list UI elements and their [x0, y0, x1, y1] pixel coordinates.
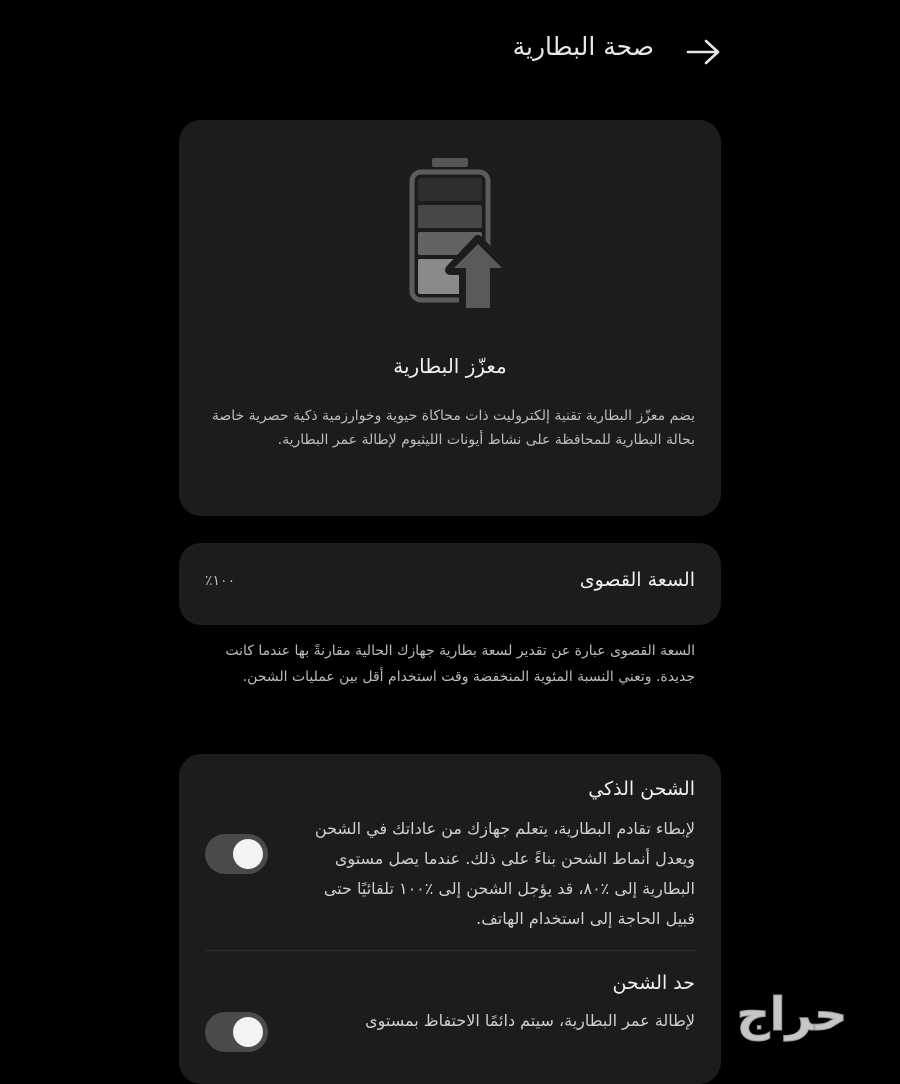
header [0, 0, 900, 100]
battery-booster-title: معزّز البطارية [393, 354, 507, 378]
battery-booster-description: يضم معزّز البطارية تقنية إلكتروليت ذات محاكاة حيوية وخوارزمية ذكية حصرية خاصة بحالة البطارية للمحافظة على نشاط أيونات الليثيوم لإطالة عمر البطارية. [211, 408, 695, 448]
page-title: صحة البطارية [512, 32, 654, 61]
smart-charging-toggle[interactable] [205, 834, 268, 874]
battery-boost-icon [408, 156, 510, 316]
max-capacity-description: السعة القصوى عبارة عن تقدير لسعة بطارية جهازك الحالية مقارنةً بها عندما كانت جديدة. وتعني النسبة المئوية المنخفضة وقت استخدام أقل بين عمليات الشحن. [225, 643, 695, 685]
smart-charging-description: لإبطاء تقادم البطارية، يتعلم جهازك من عاداتك في الشحن ويعدل أنماط الشحن بناءً على ذلك. عندما يصل مستوى البطارية إلى ٪٨٠، قد يؤجل الشحن إلى ٪١٠٠ تلقائيًا حتى قبيل الحاجة إلى استخدام الهاتف. [314, 819, 695, 928]
back-button[interactable] [680, 30, 728, 74]
toggle-knob [233, 1017, 263, 1047]
toggle-knob [233, 839, 263, 869]
charge-limit-title: حد الشحن [612, 972, 695, 994]
max-capacity-row[interactable] [179, 543, 721, 625]
charge-limit-toggle[interactable] [205, 1012, 268, 1052]
watermark-text: حراج [736, 987, 848, 1041]
charge-limit-description: لإطالة عمر البطارية، سيتم دائمًا الاحتفاظ بمستوى [365, 1011, 695, 1030]
watermark-logo [686, 986, 898, 1044]
arrow-right-icon [684, 37, 724, 67]
smart-charging-title: الشحن الذكي [588, 778, 695, 800]
charging-settings-card [179, 754, 721, 1084]
max-capacity-value: ٪١٠٠ [205, 573, 236, 589]
divider [205, 950, 695, 951]
max-capacity-label: السعة القصوى [579, 569, 695, 591]
